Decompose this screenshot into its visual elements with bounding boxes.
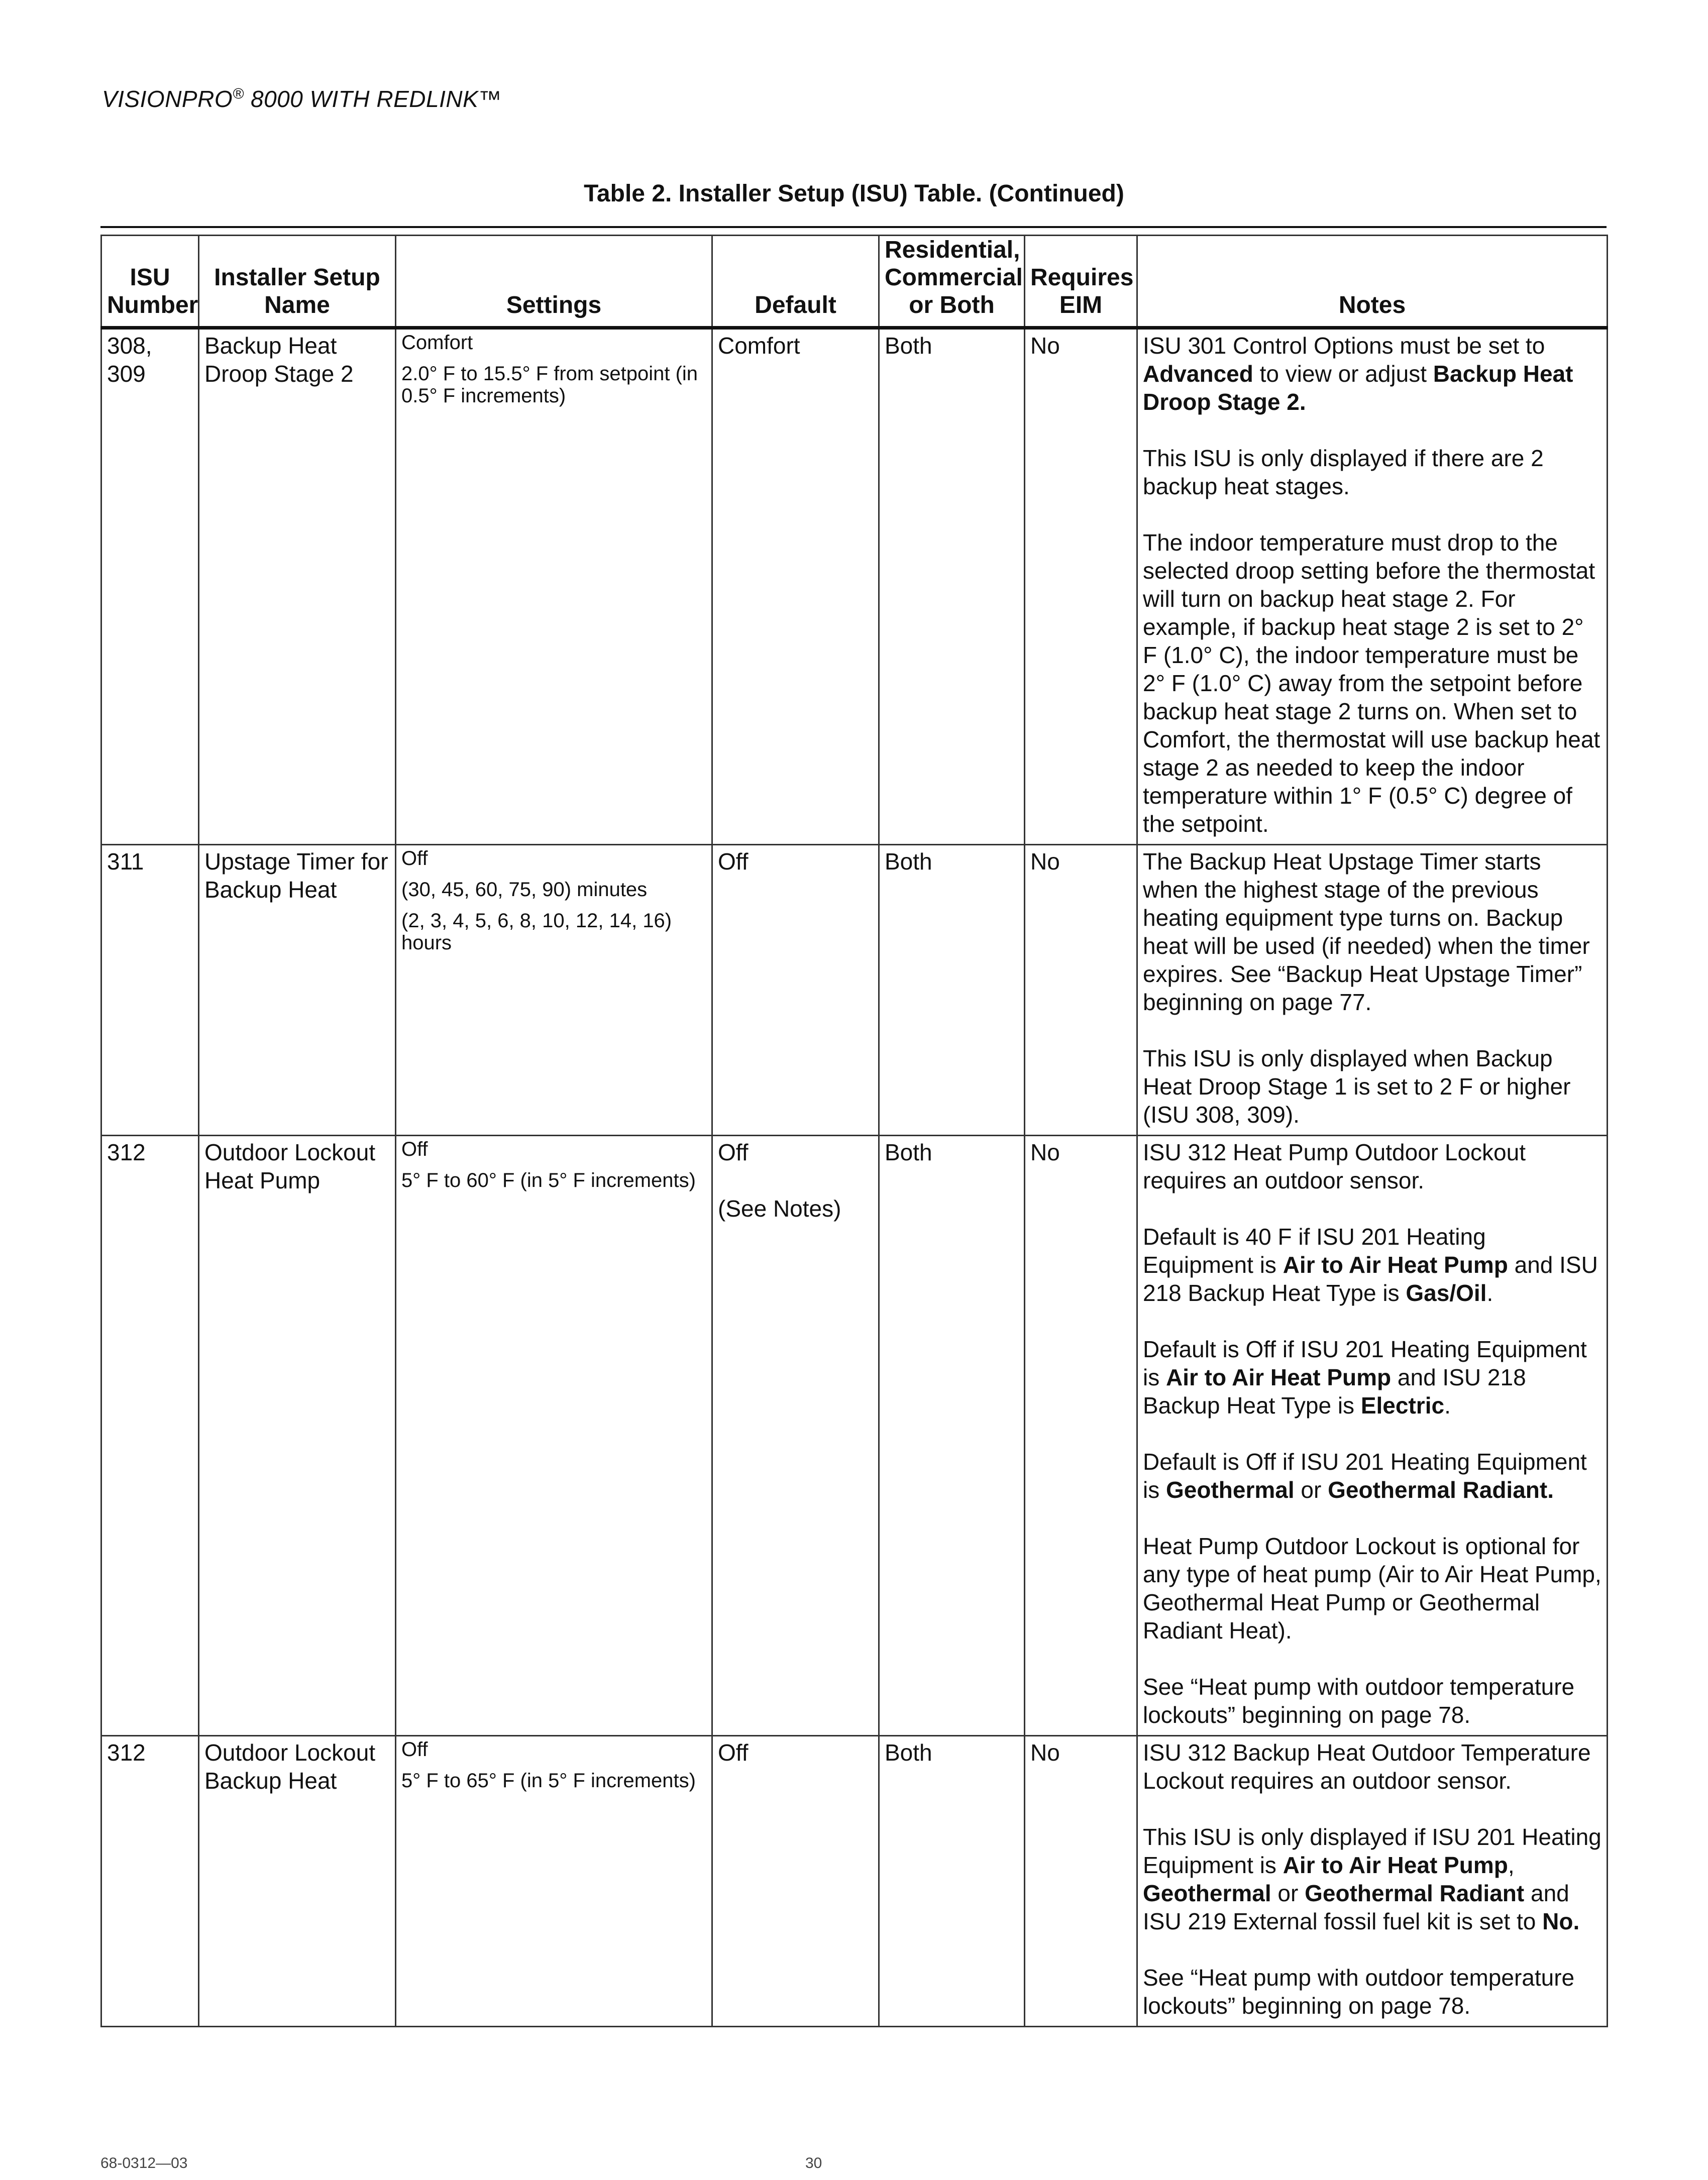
- cell-settings: [396, 1736, 712, 2027]
- col-header-isu-number: ISU Number: [101, 236, 199, 328]
- note-text: The indoor temperature must drop to the selected droop setting before the thermostat will turn on backup heat stage 2. For example, if backup heat stage 2 is set to 2° F (1.0° C), the indoor temperature must be 2° F (1.0° C) away from the setpoint before backup heat stage 2 turns on. When set to Comfort, the thermostat will use backup heat stage 2 as needed to keep the indoor temperature within 1° F (0.5° C) degree of the setpoint.: [1143, 529, 1600, 837]
- note-text: or: [1271, 1880, 1305, 1906]
- note-text: and ISU 218 Backup Heat Type is: [1143, 1252, 1598, 1306]
- note-emphasis: Geothermal: [1166, 1477, 1295, 1503]
- table-body: [101, 328, 1608, 2027]
- note-text: and ISU 219 External fossil fuel kit is set to: [1143, 1880, 1569, 1934]
- note-emphasis: Backup Heat Droop Stage 2.: [1143, 361, 1573, 415]
- cell-isu-number: 308, 309: [101, 328, 199, 845]
- default-value: Off: [718, 1139, 749, 1165]
- col-header-default: Default: [712, 236, 879, 328]
- note-emphasis: Geothermal Radiant: [1305, 1880, 1525, 1906]
- note-text: .: [1486, 1280, 1493, 1306]
- page-number: 30: [805, 2155, 822, 2171]
- setting-option: Off: [401, 1738, 428, 1761]
- note-emphasis: No.: [1542, 1908, 1580, 1934]
- cell-name: Backup Heat Droop Stage 2: [199, 328, 396, 845]
- product-subtitle: 8000 WITH REDLINK™: [244, 86, 502, 112]
- setting-option: 5° F to 65° F (in 5° F increments): [401, 1770, 696, 1792]
- note-paragraph: [1143, 1138, 1602, 1194]
- note-text: This ISU is only displayed if there are 2 backup heat stages.: [1143, 445, 1544, 499]
- cell-isu-number: 312: [101, 1136, 199, 1736]
- col-header-name: Installer Setup Name: [199, 236, 396, 328]
- cell-notes: [1137, 328, 1608, 845]
- cell-default: [712, 845, 879, 1136]
- note-text: ISU 312 Heat Pump Outdoor Lockout requires an outdoor sensor.: [1143, 1139, 1526, 1193]
- cell-name: Upstage Timer for Backup Heat: [199, 845, 396, 1136]
- col-header-eim: Requires EIM: [1025, 236, 1137, 328]
- note-text: Default is Off if ISU 201 Heating Equipment is: [1143, 1449, 1587, 1503]
- note-text: The Backup Heat Upstage Timer starts when the highest stage of the previous heating equipment type turns on. Backup heat will be used (if needed) when the timer expires. See “Backup Heat Upstage Timer” beginning on page 77.: [1143, 848, 1590, 1015]
- note-text: See “Heat pump with outdoor temperature lockouts” beginning on page 78.: [1143, 1674, 1575, 1728]
- note-paragraph: [1143, 1823, 1602, 1935]
- note-paragraph: [1143, 1738, 1602, 1795]
- note-emphasis: Advanced: [1143, 361, 1253, 387]
- note-text: This ISU is only displayed when Backup Heat Droop Stage 1 is set to 2 F or higher (ISU 308, 309).: [1143, 1045, 1571, 1128]
- note-paragraph: [1143, 332, 1602, 416]
- note-text: Default is 40 F if ISU 201 Heating Equipment is: [1143, 1224, 1486, 1278]
- note-paragraph: [1143, 1964, 1602, 2020]
- document-header: [102, 85, 502, 113]
- cell-res-comm: Both: [879, 1136, 1025, 1736]
- table-header-row: [101, 236, 1608, 328]
- cell-eim: No: [1025, 328, 1137, 845]
- product-name: VISIONPRO: [102, 86, 233, 112]
- note-emphasis: Geothermal Radiant.: [1328, 1477, 1554, 1503]
- setting-option: 5° F to 60° F (in 5° F increments): [401, 1169, 696, 1191]
- cell-isu-number: 312: [101, 1736, 199, 2027]
- setting-option: Comfort: [401, 332, 473, 354]
- cell-settings: [396, 328, 712, 845]
- note-text: This ISU is only displayed if ISU 201 Heating Equipment is: [1143, 1824, 1602, 1878]
- cell-name: Outdoor Lockout Backup Heat: [199, 1736, 396, 2027]
- note-paragraph: [1143, 1532, 1602, 1645]
- table-row: [101, 1736, 1608, 2027]
- default-value: Off: [718, 1739, 749, 1766]
- setting-option: (30, 45, 60, 75, 90) minutes: [401, 879, 648, 901]
- cell-isu-number: 311: [101, 845, 199, 1136]
- note-emphasis: Geothermal: [1143, 1880, 1271, 1906]
- cell-eim: No: [1025, 845, 1137, 1136]
- cell-default: [712, 328, 879, 845]
- cell-res-comm: Both: [879, 1736, 1025, 2027]
- note-paragraph: [1143, 1044, 1602, 1129]
- cell-settings: [396, 845, 712, 1136]
- col-header-settings: Settings: [396, 236, 712, 328]
- setting-option: 2.0° F to 15.5° F from setpoint (in 0.5° F increments): [401, 363, 698, 407]
- cell-res-comm: Both: [879, 845, 1025, 1136]
- note-paragraph: [1143, 1448, 1602, 1504]
- table-top-rule: [100, 226, 1607, 228]
- cell-notes: [1137, 1136, 1608, 1736]
- cell-settings: [396, 1136, 712, 1736]
- default-value: Comfort: [718, 333, 800, 359]
- note-emphasis: Air to Air Heat Pump: [1283, 1252, 1508, 1278]
- default-value: (See Notes): [718, 1195, 841, 1222]
- note-text: .: [1444, 1392, 1451, 1419]
- setting-option: (2, 3, 4, 5, 6, 8, 10, 12, 14, 16) hours: [401, 910, 672, 954]
- cell-eim: No: [1025, 1136, 1137, 1736]
- table-caption: Table 2. Installer Setup (ISU) Table. (Continued): [584, 180, 1124, 207]
- note-text: or: [1294, 1477, 1328, 1503]
- note-emphasis: Air to Air Heat Pump: [1166, 1364, 1392, 1390]
- note-paragraph: [1143, 1335, 1602, 1420]
- default-value: Off: [718, 848, 749, 875]
- note-paragraph: [1143, 1223, 1602, 1307]
- note-text: Default is Off if ISU 201 Heating Equipment is: [1143, 1336, 1587, 1390]
- note-paragraph: [1143, 1673, 1602, 1729]
- cell-res-comm: Both: [879, 328, 1025, 845]
- cell-default: [712, 1736, 879, 2027]
- col-header-res-comm: Residential, Commercial or Both: [879, 236, 1025, 328]
- note-emphasis: Gas/Oil: [1406, 1280, 1487, 1306]
- note-emphasis: Air to Air Heat Pump: [1283, 1852, 1508, 1878]
- table-row: [101, 1136, 1608, 1736]
- note-text: Heat Pump Outdoor Lockout is optional for any type of heat pump (Air to Air Heat Pump, Geothermal Heat Pump or Geothermal Radiant Heat).: [1143, 1533, 1602, 1644]
- note-text: ISU 301 Control Options must be set to: [1143, 333, 1545, 359]
- isu-table: [100, 235, 1608, 2027]
- cell-default: [712, 1136, 879, 1736]
- setting-option: Off: [401, 1138, 428, 1160]
- note-paragraph: [1143, 444, 1602, 500]
- col-header-notes: Notes: [1137, 236, 1608, 328]
- cell-name: Outdoor Lockout Heat Pump: [199, 1136, 396, 1736]
- note-emphasis: Electric: [1360, 1392, 1445, 1419]
- table-row: [101, 845, 1608, 1136]
- registered-mark: ®: [233, 85, 244, 102]
- table-row: [101, 328, 1608, 845]
- note-paragraph: [1143, 847, 1602, 1016]
- cell-eim: No: [1025, 1736, 1137, 2027]
- note-text: See “Heat pump with outdoor temperature lockouts” beginning on page 78.: [1143, 1965, 1575, 2019]
- cell-notes: [1137, 845, 1608, 1136]
- note-text: ISU 312 Backup Heat Outdoor Temperature Lockout requires an outdoor sensor.: [1143, 1739, 1591, 1794]
- note-text: ,: [1508, 1852, 1515, 1878]
- cell-notes: [1137, 1736, 1608, 2027]
- note-text: to view or adjust: [1253, 361, 1433, 387]
- note-text: and ISU 218 Backup Heat Type is: [1143, 1364, 1526, 1419]
- setting-option: Off: [401, 847, 428, 869]
- note-paragraph: [1143, 528, 1602, 838]
- doc-number: 68-0312—03: [100, 2155, 188, 2171]
